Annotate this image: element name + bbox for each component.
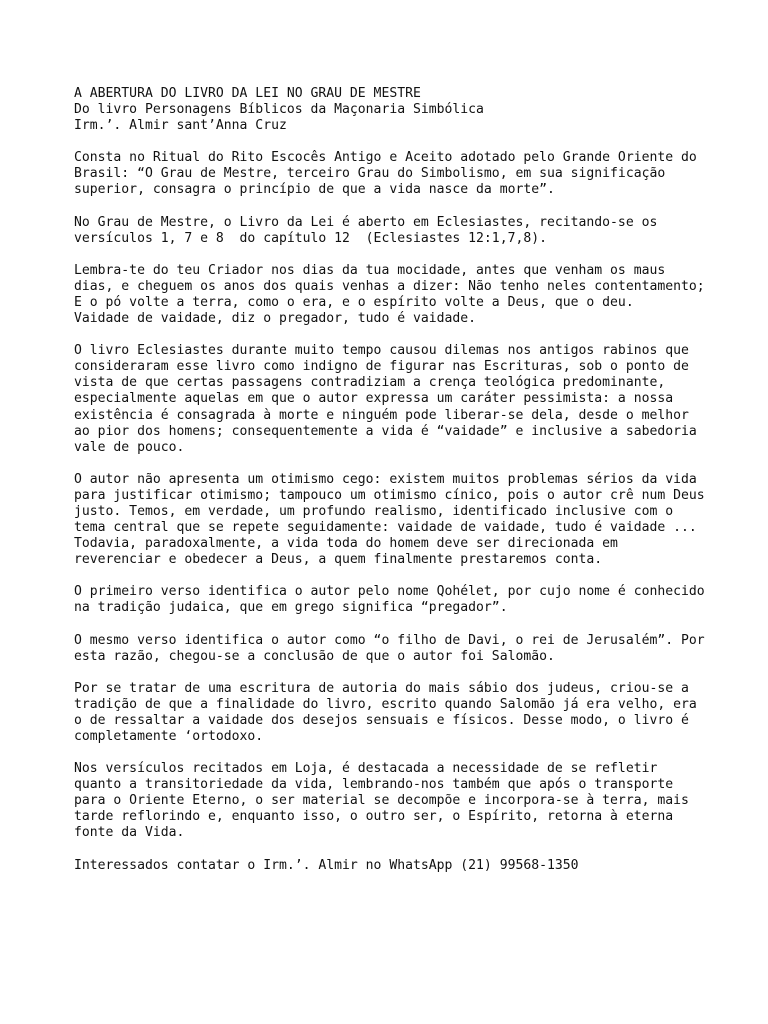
paragraph-line: Consta no Ritual do Rito Escocês Antigo e Aceito adotado pelo Grande Oriente do — [74, 150, 697, 166]
paragraph — [74, 681, 714, 745]
paragraph-line: fonte da Vida. — [74, 825, 185, 841]
paragraph-line: existência é consagrada à morte e ninguém pode liberar-se dela, desde o melhor — [74, 407, 689, 423]
paragraph — [74, 633, 714, 665]
paragraph-line: E o pó volte a terra, como o era, e o espírito volte a Deus, que o deu. — [74, 294, 634, 310]
document-title: A ABERTURA DO LIVRO DA LEI NO GRAU DE MESTRE — [74, 86, 421, 101]
paragraph-line: vale de pouco. — [74, 439, 185, 455]
paragraph-line: quanto a transitoriedade da vida, lembrando-nos também que após o transporte — [74, 777, 674, 793]
paragraph-line: esta razão, chegou-se a conclusão de que o autor foi Salomão. — [74, 648, 555, 664]
paragraph-line: Interessados contatar o Irm.’. Almir no WhatsApp (21) 99568-1350 — [74, 857, 579, 873]
paragraph — [74, 472, 714, 569]
paragraph-line: especialmente aquelas em que o autor expressa um caráter pessimista: a nossa — [74, 391, 674, 407]
paragraph-line: completamente ‘ortodoxo. — [74, 729, 264, 744]
paragraph — [74, 215, 714, 247]
document-source: Do livro Personagens Bíblicos da Maçonaria Simbólica — [74, 102, 484, 118]
paragraph-line: Vaidade de vaidade, diz o pregador, tudo é vaidade. — [74, 311, 477, 327]
paragraph-line: superior, consagra o princípio de que a vida nasce da morte”. — [74, 182, 555, 198]
paragraph-line: vista de que certas passagens contradiziam a crença teológica predominante, — [74, 375, 666, 391]
document-author: Irm.’. Almir sant’Anna Cruz — [74, 118, 287, 134]
paragraph — [74, 150, 714, 198]
paragraph-line: Nos versículos recitados em Loja, é destacada a necessidade de se refletir — [74, 761, 658, 777]
paragraph-line: reverenciar e obedecer a Deus, a quem finalmente prestaremos conta. — [74, 552, 603, 568]
paragraph-line: dias, e cheguem os anos dos quais venhas a dizer: Não tenho neles contentamento; — [74, 278, 705, 294]
paragraph-line: justo. Temos, em verdade, um profundo realismo, identificado inclusive com o — [74, 503, 674, 519]
paragraph-line: No Grau de Mestre, o Livro da Lei é aberto em Eclesiastes, recitando-se os — [74, 214, 658, 230]
paragraph-line: versículos 1, 7 e 8 do capítulo 12 (Eclesiastes 12:1,7,8). — [74, 230, 547, 246]
paragraph-line: o de ressaltar a vaidade dos desejos sensuais e físicos. Desse modo, o livro é — [74, 712, 689, 728]
paragraph — [74, 263, 714, 327]
document-page — [74, 86, 714, 890]
paragraph-line: Todavia, paradoxalmente, a vida toda do homem deve ser direcionada em — [74, 536, 618, 552]
paragraph-line: consideraram esse livro como indigno de figurar nas Escrituras, sob o ponto de — [74, 359, 689, 375]
paragraph-line: O mesmo verso identifica o autor como “o filho de Davi, o rei de Jerusalém”. Por — [74, 632, 705, 648]
paragraph-line: ao pior dos homens; consequentemente a vida é “vaidade” e inclusive a sabedoria — [74, 423, 697, 439]
paragraph — [74, 858, 714, 874]
paragraph-line: na tradição judaica, que em grego significa “pregador”. — [74, 600, 508, 616]
paragraph-line: tarde reflorindo e, enquanto isso, o outro ser, o Espírito, retorna à eterna — [74, 809, 674, 825]
paragraph-line: O primeiro verso identifica o autor pelo nome Qohélet, por cujo nome é conhecido — [74, 584, 705, 600]
paragraph — [74, 343, 714, 456]
paragraph-line: tradição de que a finalidade do livro, escrito quando Salomão já era velho, era — [74, 696, 697, 712]
paragraph-line: O livro Eclesiastes durante muito tempo causou dilemas nos antigos rabinos que — [74, 343, 689, 359]
paragraph-line: para justificar otimismo; tampouco um otimismo cínico, pois o autor crê num Deus — [74, 487, 705, 503]
paragraph-line: O autor não apresenta um otimismo cego: existem muitos problemas sérios da vida — [74, 471, 697, 487]
paragraph-line: Brasil: “O Grau de Mestre, terceiro Grau do Simbolismo, em sua significação — [74, 166, 666, 182]
paragraph — [74, 584, 714, 616]
paragraph-line: tema central que se repete seguidamente: vaidade de vaidade, tudo é vaidade ... — [74, 520, 697, 536]
paragraph-line: para o Oriente Eterno, o ser material se decompõe e incorpora-se à terra, mais — [74, 793, 689, 809]
paragraph — [74, 761, 714, 841]
document-body — [74, 150, 714, 873]
paragraph-line: Por se tratar de uma escritura de autoria do mais sábio dos judeus, criou-se a — [74, 680, 689, 696]
paragraph-line: Lembra-te do teu Criador nos dias da tua mocidade, antes que venham os maus — [74, 262, 666, 278]
